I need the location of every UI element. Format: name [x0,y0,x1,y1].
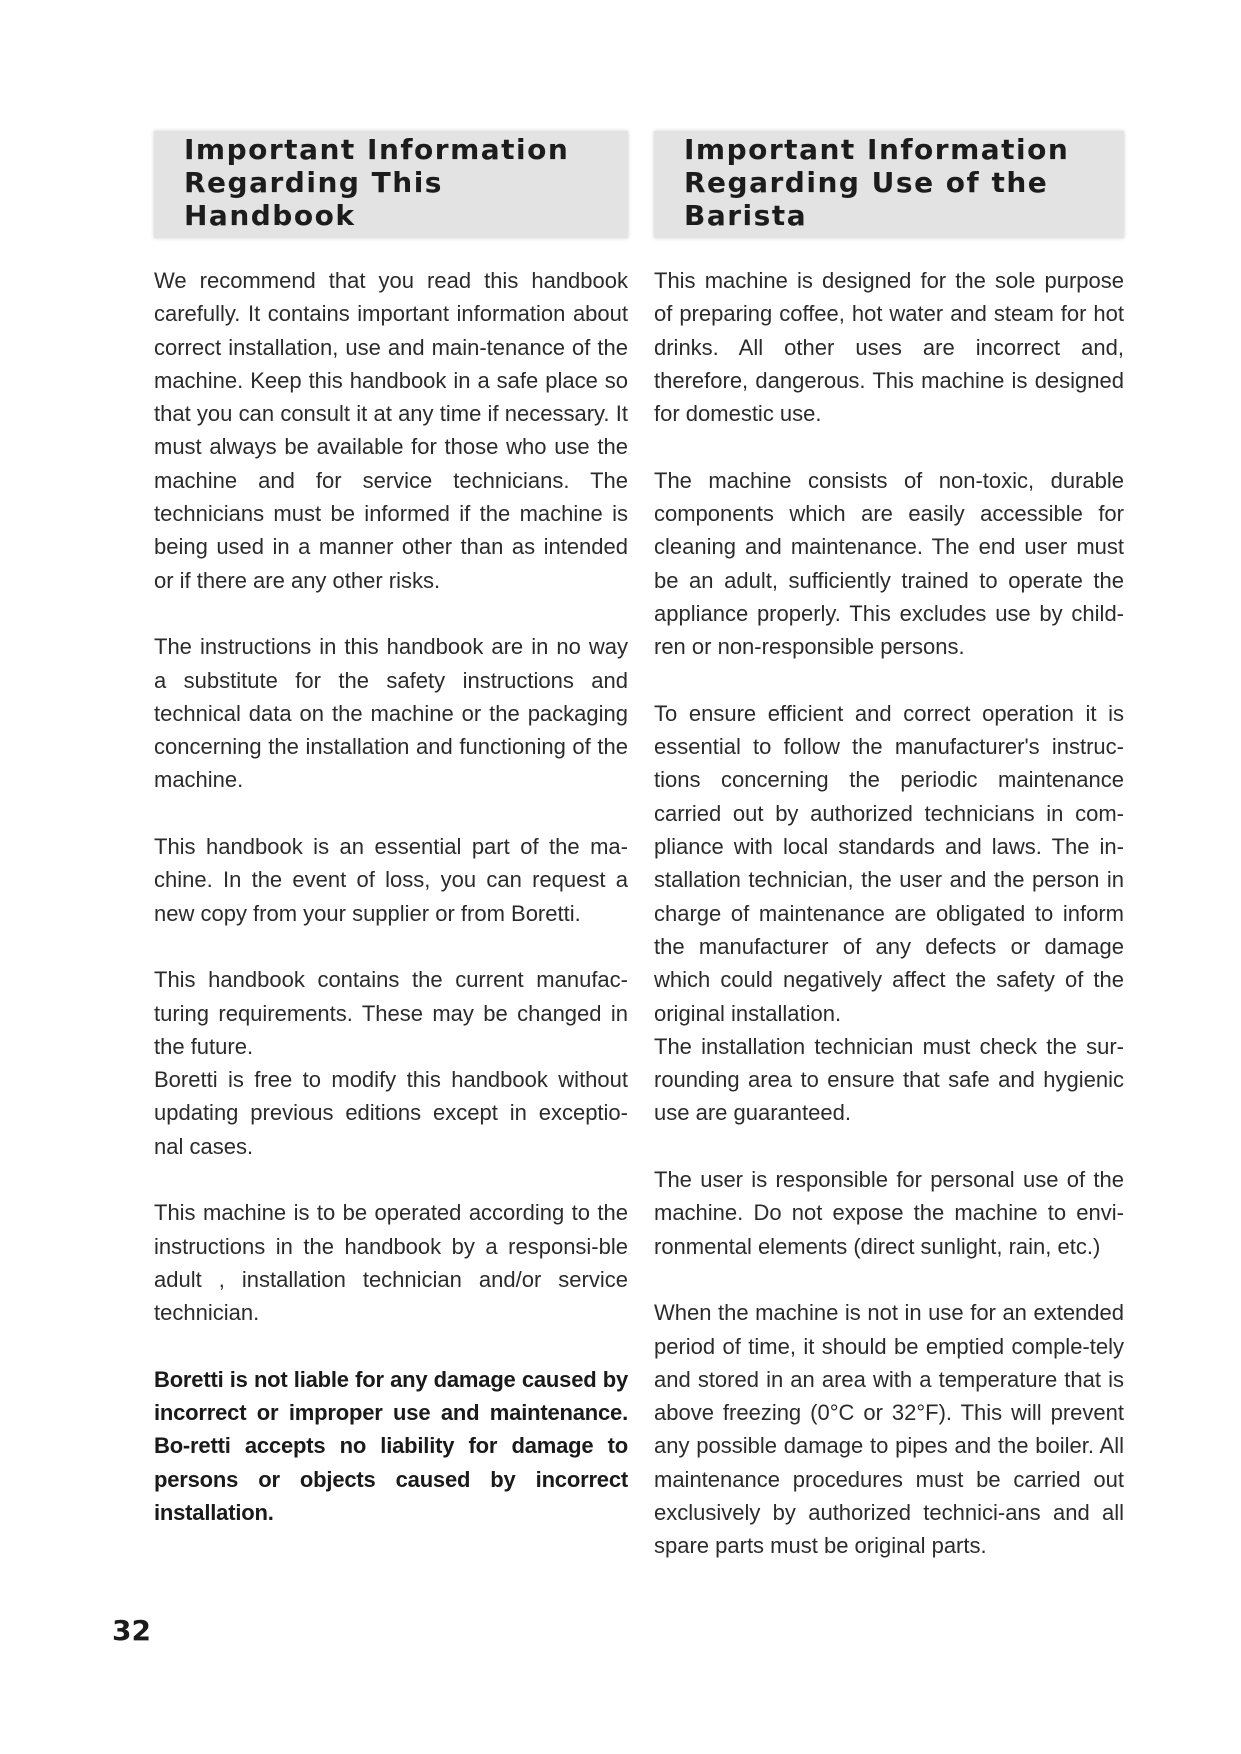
handbook-info-body [154,264,628,1529]
paragraph: The user is responsible for personal use of the machine. Do not expose the machine to envi-ronmental elements (direct sunlight, rain, etc.) [654,1167,1124,1259]
usage-info-heading: Important Information Regarding Use of the Barista [684,133,1070,232]
paragraph: The installation technician must check the sur-rounding area to ensure that safe and hygienic use are guaranteed. [654,1033,1124,1126]
right-column [654,131,1124,1596]
paragraph: This machine is designed for the sole purpose of preparing coffee, hot water and steam for hot drinks. All other uses are incorrect and, therefore, dangerous. This machine is designed for domestic use. [654,268,1124,427]
paragraph: Boretti is free to modify this handbook without updating previous editions except in exceptio-nal cases. [154,1067,628,1159]
paragraph: We recommend that you read this handbook carefully. It contains important information about correct installation, use and main-tenance of the machine. Keep this handbook in a safe place so that you can consult it at any time if necessary. It must always be available for those who use the machine and for service technicians. The technicians must be informed if the machine is being used in a manner other than as intended or if there are any other risks. [154,268,628,593]
page-number: 32 [112,1614,151,1647]
paragraph: To ensure efficient and correct operation it is essential to follow the manufacturer's instruc-tions concerning the periodic maintenance carried out by authorized technicians in com-pliance with local standards and laws. The in-stallation technician, the user and the person in charge of maintenance are obligated to inform the manufacturer of any defects or damage which could negatively affect the safety of the original installation. [654,700,1124,1026]
usage-info-body [654,264,1124,1563]
paragraph: This handbook contains the current manufac-turing requirements. These may be changed in the future. [154,967,628,1059]
paragraph: This handbook is an essential part of the ma-chine. In the event of loss, you can request a new copy from your supplier or from Boretti. [154,834,628,926]
handbook-info-heading: Important Information Regarding This Handbook [184,133,570,232]
handbook-info-heading-box [154,131,628,238]
paragraph: When the machine is not in use for an extended period of time, it should be emptied comple-tely and stored in an area with a temperature that is above freezing (0°C or 32°F). This will prevent any possible damage to pipes and the boiler. All maintenance procedures must be carried out exclusively by authorized technici-ans and all spare parts must be original parts. [654,1300,1124,1559]
paragraph: The machine consists of non-toxic, durable components which are easily accessible for cleaning and maintenance. The end user must be an adult, sufficiently trained to operate the appliance properly. This excludes use by child-ren or non-responsible persons. [654,467,1124,660]
usage-info-heading-box [654,131,1124,238]
left-column [154,131,628,1563]
paragraph: This machine is to be operated according to the instructions in the handbook by a responsi-ble adult , installation technician and/or service technician. [154,1200,628,1326]
liability-disclaimer: Boretti is not liable for any damage caused by incorrect or improper use and maintenance. Bo-retti accepts no liability for damage to persons or objects caused by incorrect installation. [154,1366,628,1525]
paragraph: The instructions in this handbook are in no way a substitute for the safety instructions and technical data on the machine or the packaging concerning the installation and functioning of the machine. [154,634,628,793]
